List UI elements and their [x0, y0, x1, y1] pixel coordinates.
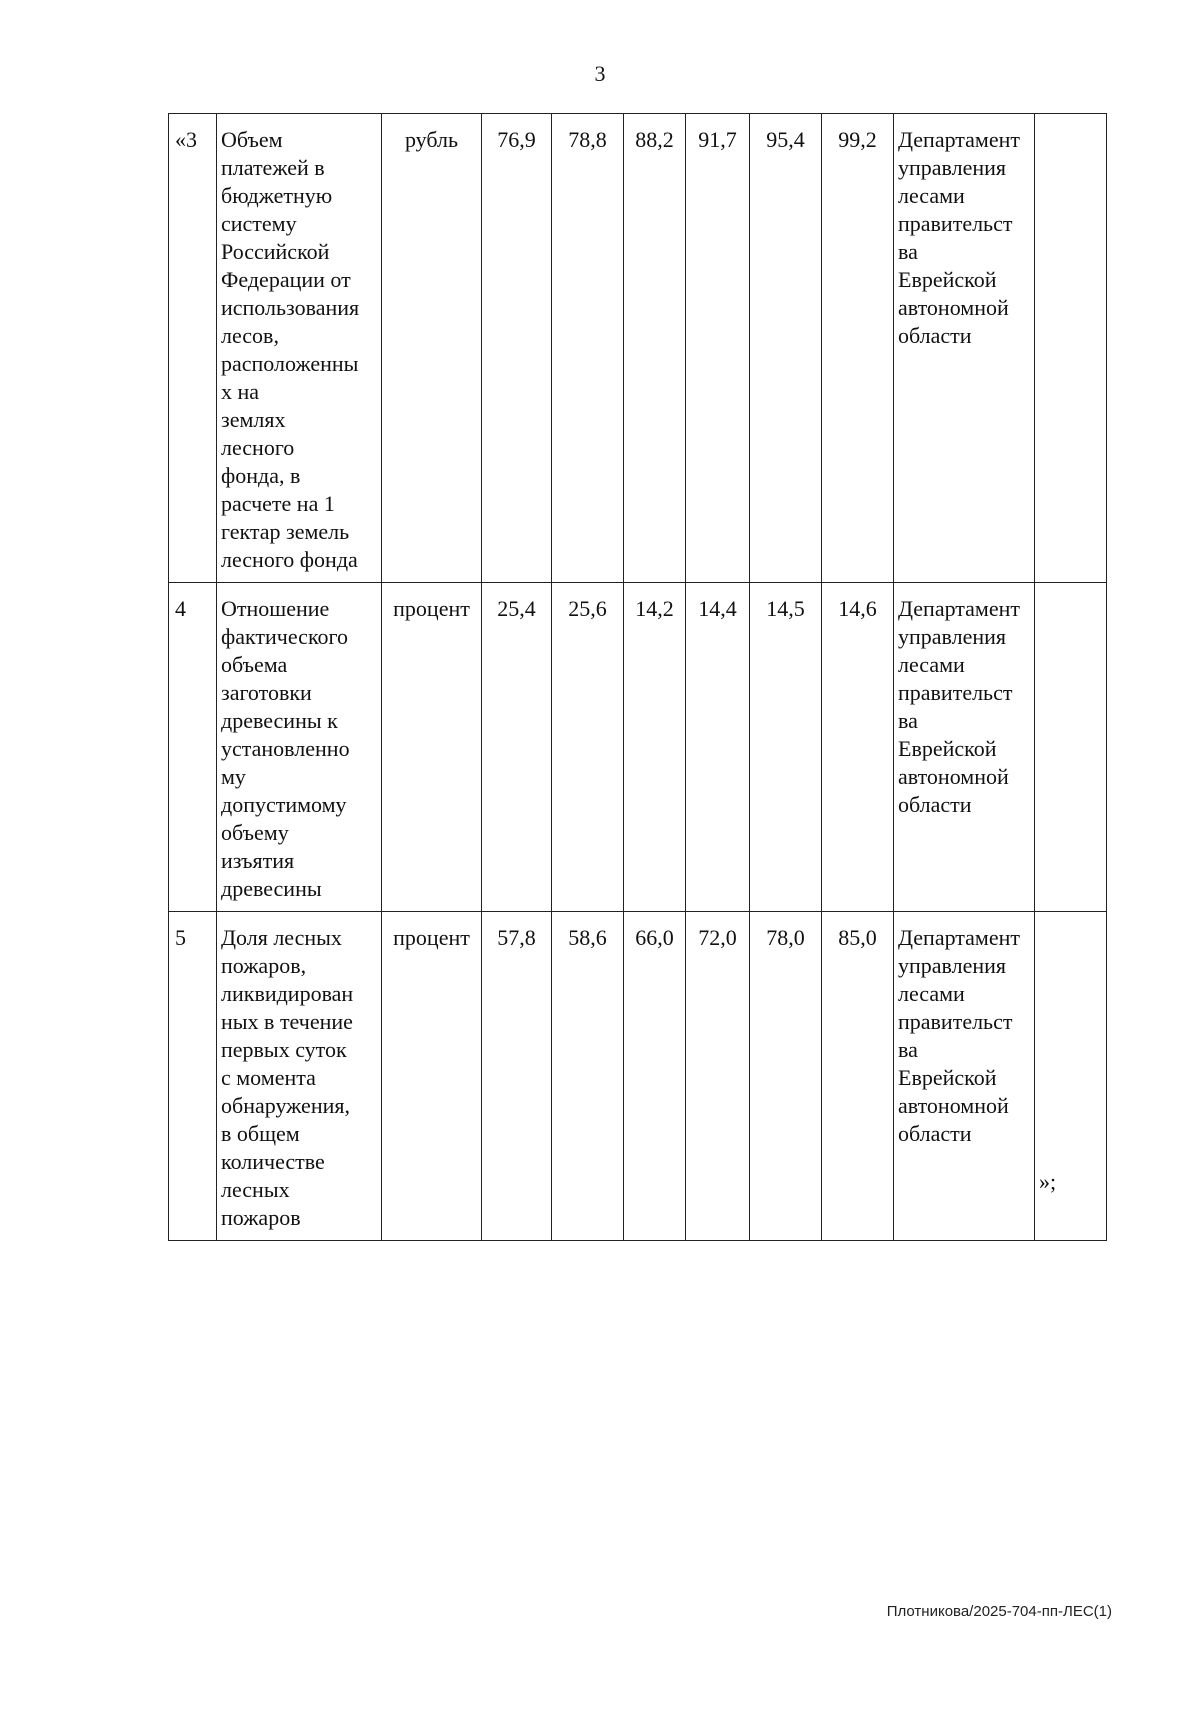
- value-cell: 78,8: [552, 114, 624, 583]
- value-cell: 25,6: [552, 583, 624, 912]
- value-cell: 14,6: [822, 583, 894, 912]
- value-cell: 58,6: [552, 912, 624, 1241]
- value-cell: 91,7: [686, 114, 750, 583]
- closing-cell: »;: [1035, 912, 1107, 1241]
- row-index: 5: [169, 912, 217, 1241]
- closing-cell: [1035, 583, 1107, 912]
- closing-cell: [1035, 114, 1107, 583]
- value-cell: 88,2: [624, 114, 686, 583]
- indicator-name: Доля лесных пожаров, ликвидирован ных в течение первых суток с момента обнаружения, в общем количестве лесных пожаров: [217, 912, 382, 1241]
- department-cell: Департамент управления лесами правительст ва Еврейской автономной области: [894, 912, 1035, 1241]
- page-number: 3: [594, 61, 606, 86]
- value-cell: 76,9: [482, 114, 552, 583]
- value-cell: 99,2: [822, 114, 894, 583]
- value-cell: 57,8: [482, 912, 552, 1241]
- row-index: «3: [169, 114, 217, 583]
- department-cell: Департамент управления лесами правительст ва Еврейской автономной области: [894, 583, 1035, 912]
- table-row: [169, 912, 1107, 1241]
- footer-document-code: Плотникова/2025-704-пп-ЛЕС(1): [886, 1603, 1112, 1620]
- value-cell: 78,0: [750, 912, 822, 1241]
- value-cell: 72,0: [686, 912, 750, 1241]
- department-cell: Департамент управления лесами правительст ва Еврейской автономной области: [894, 114, 1035, 583]
- table-row: [169, 114, 1107, 583]
- indicators-table: [168, 113, 1107, 1241]
- value-cell: 14,5: [750, 583, 822, 912]
- row-index: 4: [169, 583, 217, 912]
- unit-cell: рубль: [382, 114, 482, 583]
- unit-cell: процент: [382, 912, 482, 1241]
- value-cell: 85,0: [822, 912, 894, 1241]
- indicator-name: Объем платежей в бюджетную систему Российской Федерации от использования лесов, расположенны х на землях лесного фонда, в расчете на 1 гектар земель лесного фонда: [217, 114, 382, 583]
- value-cell: 95,4: [750, 114, 822, 583]
- value-cell: 25,4: [482, 583, 552, 912]
- unit-cell: процент: [382, 583, 482, 912]
- indicator-name: Отношение фактического объема заготовки древесины к установленно му допустимому объему изъятия древесины: [217, 583, 382, 912]
- value-cell: 14,2: [624, 583, 686, 912]
- value-cell: 14,4: [686, 583, 750, 912]
- value-cell: 66,0: [624, 912, 686, 1241]
- table-row: [169, 583, 1107, 912]
